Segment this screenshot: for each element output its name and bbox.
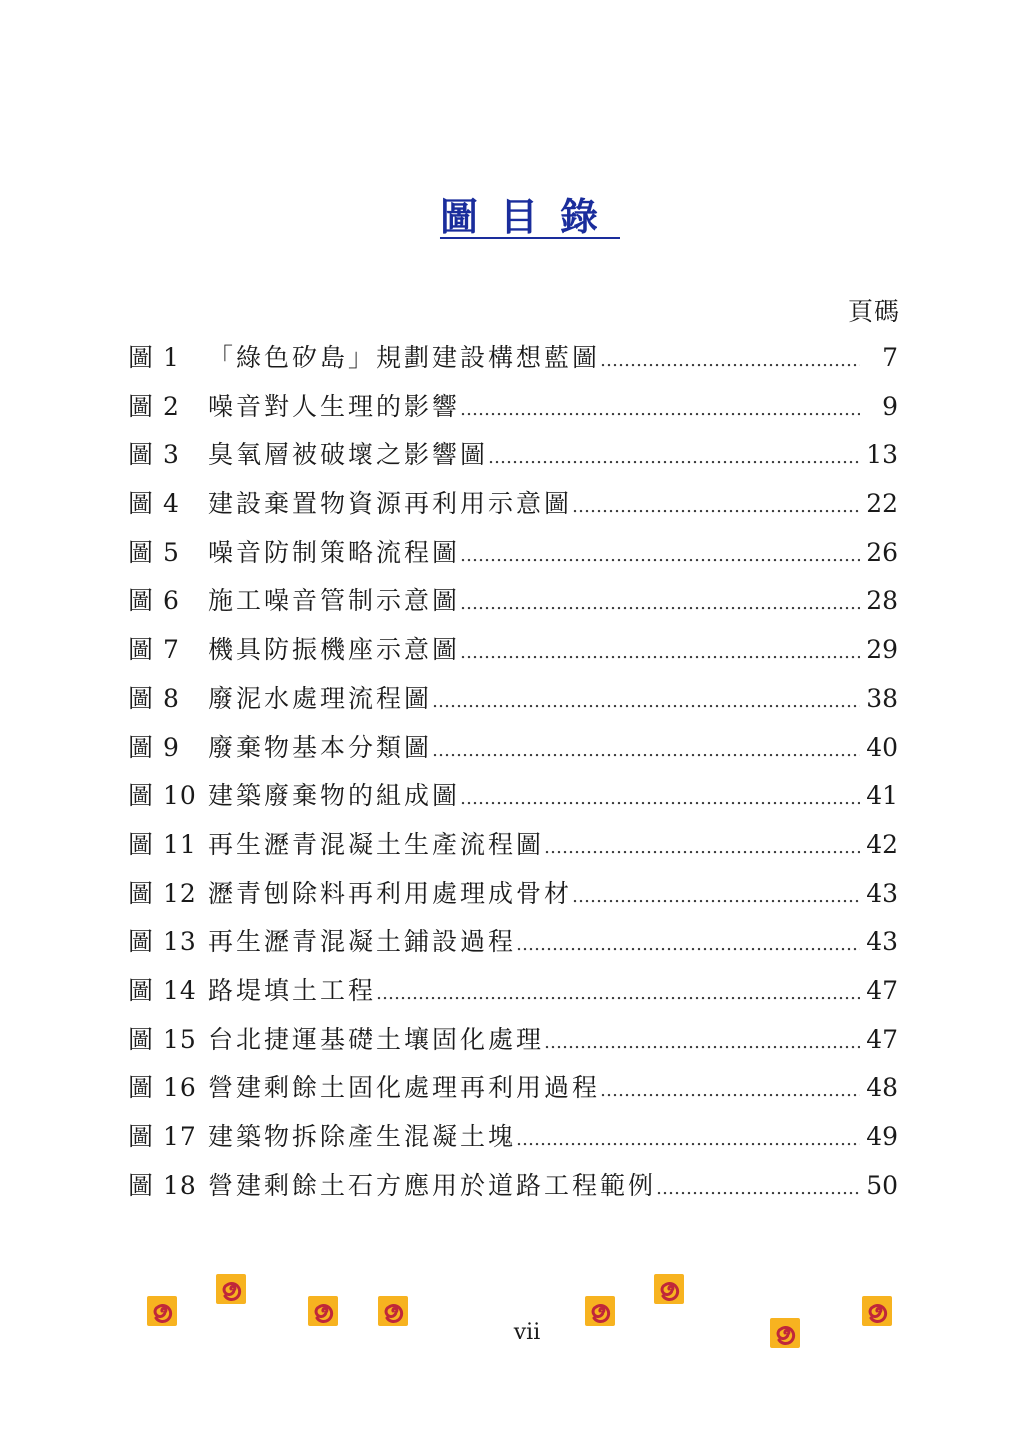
figure-number: 圖 11 <box>128 829 197 859</box>
figure-number: 圖 10 <box>128 781 197 811</box>
toc-entry[interactable] <box>128 1064 898 1113</box>
page-number: 42 <box>866 829 898 859</box>
page-number: 41 <box>866 781 898 811</box>
dot-leader <box>460 775 860 824</box>
dot-leader <box>376 970 860 1019</box>
figure-number: 圖 4 <box>128 489 180 519</box>
figure-number: 圖 8 <box>128 683 180 713</box>
page-number: 49 <box>866 1122 898 1151</box>
toc-entry[interactable] <box>128 870 898 919</box>
figure-number: 圖 9 <box>128 732 180 762</box>
figure-title: 廢泥水處理流程圖 <box>208 683 433 713</box>
toc-entry[interactable] <box>128 383 898 432</box>
toc-entry[interactable] <box>128 967 898 1016</box>
page-number: 50 <box>866 1170 898 1200</box>
figure-title: 噪音防制策略流程圖 <box>208 537 461 567</box>
figure-number: 圖 13 <box>128 927 197 957</box>
page-number: 47 <box>866 975 898 1005</box>
figure-title: 施工噪音管制示意圖 <box>208 586 461 616</box>
figure-title: 廢棄物基本分類圖 <box>208 732 433 762</box>
toc-entry[interactable] <box>128 529 898 578</box>
dot-leader <box>572 873 860 922</box>
swirl-icon <box>654 1274 684 1304</box>
toc-entry[interactable] <box>128 1162 898 1211</box>
toc-entry[interactable] <box>128 724 898 773</box>
toc-entry[interactable] <box>128 1113 898 1162</box>
figure-number: 圖 17 <box>128 1122 197 1151</box>
figure-number: 圖 12 <box>128 878 197 908</box>
toc-entry[interactable] <box>128 577 898 626</box>
toc-entry[interactable] <box>128 821 898 870</box>
figure-number: 圖 14 <box>128 975 197 1005</box>
page-number: 7 <box>882 343 898 372</box>
dot-leader <box>516 921 860 970</box>
figure-title: 台北捷運基礎土壤固化處理 <box>208 1024 545 1054</box>
figure-number: 圖 5 <box>128 537 180 567</box>
page-number: 22 <box>866 489 898 519</box>
toc-entry[interactable] <box>128 431 898 480</box>
dot-leader <box>572 483 860 532</box>
page-number: 43 <box>866 927 898 957</box>
dot-leader <box>432 678 860 727</box>
page-number: 29 <box>866 635 898 665</box>
toc-entry[interactable] <box>128 772 898 821</box>
figure-number: 圖 1 <box>128 343 180 372</box>
figure-title: 機具防振機座示意圖 <box>208 635 461 665</box>
dot-leader <box>488 434 860 483</box>
figure-number: 圖 15 <box>128 1024 197 1054</box>
toc-entry[interactable] <box>128 626 898 675</box>
page-number: 48 <box>866 1073 898 1103</box>
dot-leader <box>600 1067 860 1116</box>
dot-leader <box>600 337 860 386</box>
figure-title: 建築廢棄物的組成圖 <box>208 781 461 811</box>
figure-number: 圖 3 <box>128 440 180 470</box>
page-number: 38 <box>866 683 898 713</box>
figure-title: 臭氧層被破壞之影響圖 <box>208 440 489 470</box>
page-number: 26 <box>866 537 898 567</box>
figure-title: 噪音對人生理的影響 <box>208 391 461 421</box>
dot-leader <box>432 727 860 776</box>
page-number: 13 <box>866 440 898 470</box>
figure-number: 圖 18 <box>128 1170 197 1200</box>
dot-leader <box>516 1116 860 1165</box>
figure-title: 建設棄置物資源再利用示意圖 <box>208 489 573 519</box>
figure-title: 瀝青刨除料再利用處理成骨材 <box>208 878 573 908</box>
toc-entry[interactable] <box>128 480 898 529</box>
page-number: 47 <box>866 1024 898 1054</box>
page-column-label: 頁碼 <box>847 297 900 326</box>
toc-entry[interactable] <box>128 334 898 383</box>
page-number: 43 <box>866 878 898 908</box>
figure-title: 再生瀝青混凝土鋪設過程 <box>208 927 517 957</box>
dot-leader <box>460 532 860 581</box>
footer-page-number: vii <box>513 1320 541 1345</box>
toc-entry[interactable] <box>128 918 898 967</box>
page-number: 40 <box>866 732 898 762</box>
figure-title: 建築物拆除產生混凝土塊 <box>208 1122 517 1151</box>
figure-number: 圖 16 <box>128 1073 197 1103</box>
toc-entry[interactable] <box>128 675 898 724</box>
figure-title: 「綠色矽島」規劃建設構想藍圖 <box>208 343 601 372</box>
figure-list <box>128 334 898 1210</box>
figure-number: 圖 6 <box>128 586 180 616</box>
figure-number: 圖 7 <box>128 635 180 665</box>
figure-number: 圖 2 <box>128 391 180 421</box>
figure-title: 營建剩餘土固化處理再利用過程 <box>208 1073 601 1103</box>
toc-entry[interactable] <box>128 1016 898 1065</box>
dot-leader <box>460 629 860 678</box>
dot-leader <box>460 580 860 629</box>
dot-leader <box>460 386 860 435</box>
page-number: 9 <box>882 391 898 421</box>
page-title: 圖目錄 <box>439 195 620 239</box>
figure-title: 營建剩餘土石方應用於道路工程範例 <box>208 1170 657 1200</box>
dot-leader <box>544 1019 860 1068</box>
dot-leader <box>544 824 860 873</box>
page-number: 28 <box>866 586 898 616</box>
figure-title: 再生瀝青混凝土生產流程圖 <box>208 829 545 859</box>
swirl-icon <box>216 1274 246 1304</box>
dot-leader <box>656 1165 860 1214</box>
figure-title: 路堤填土工程 <box>208 975 377 1005</box>
